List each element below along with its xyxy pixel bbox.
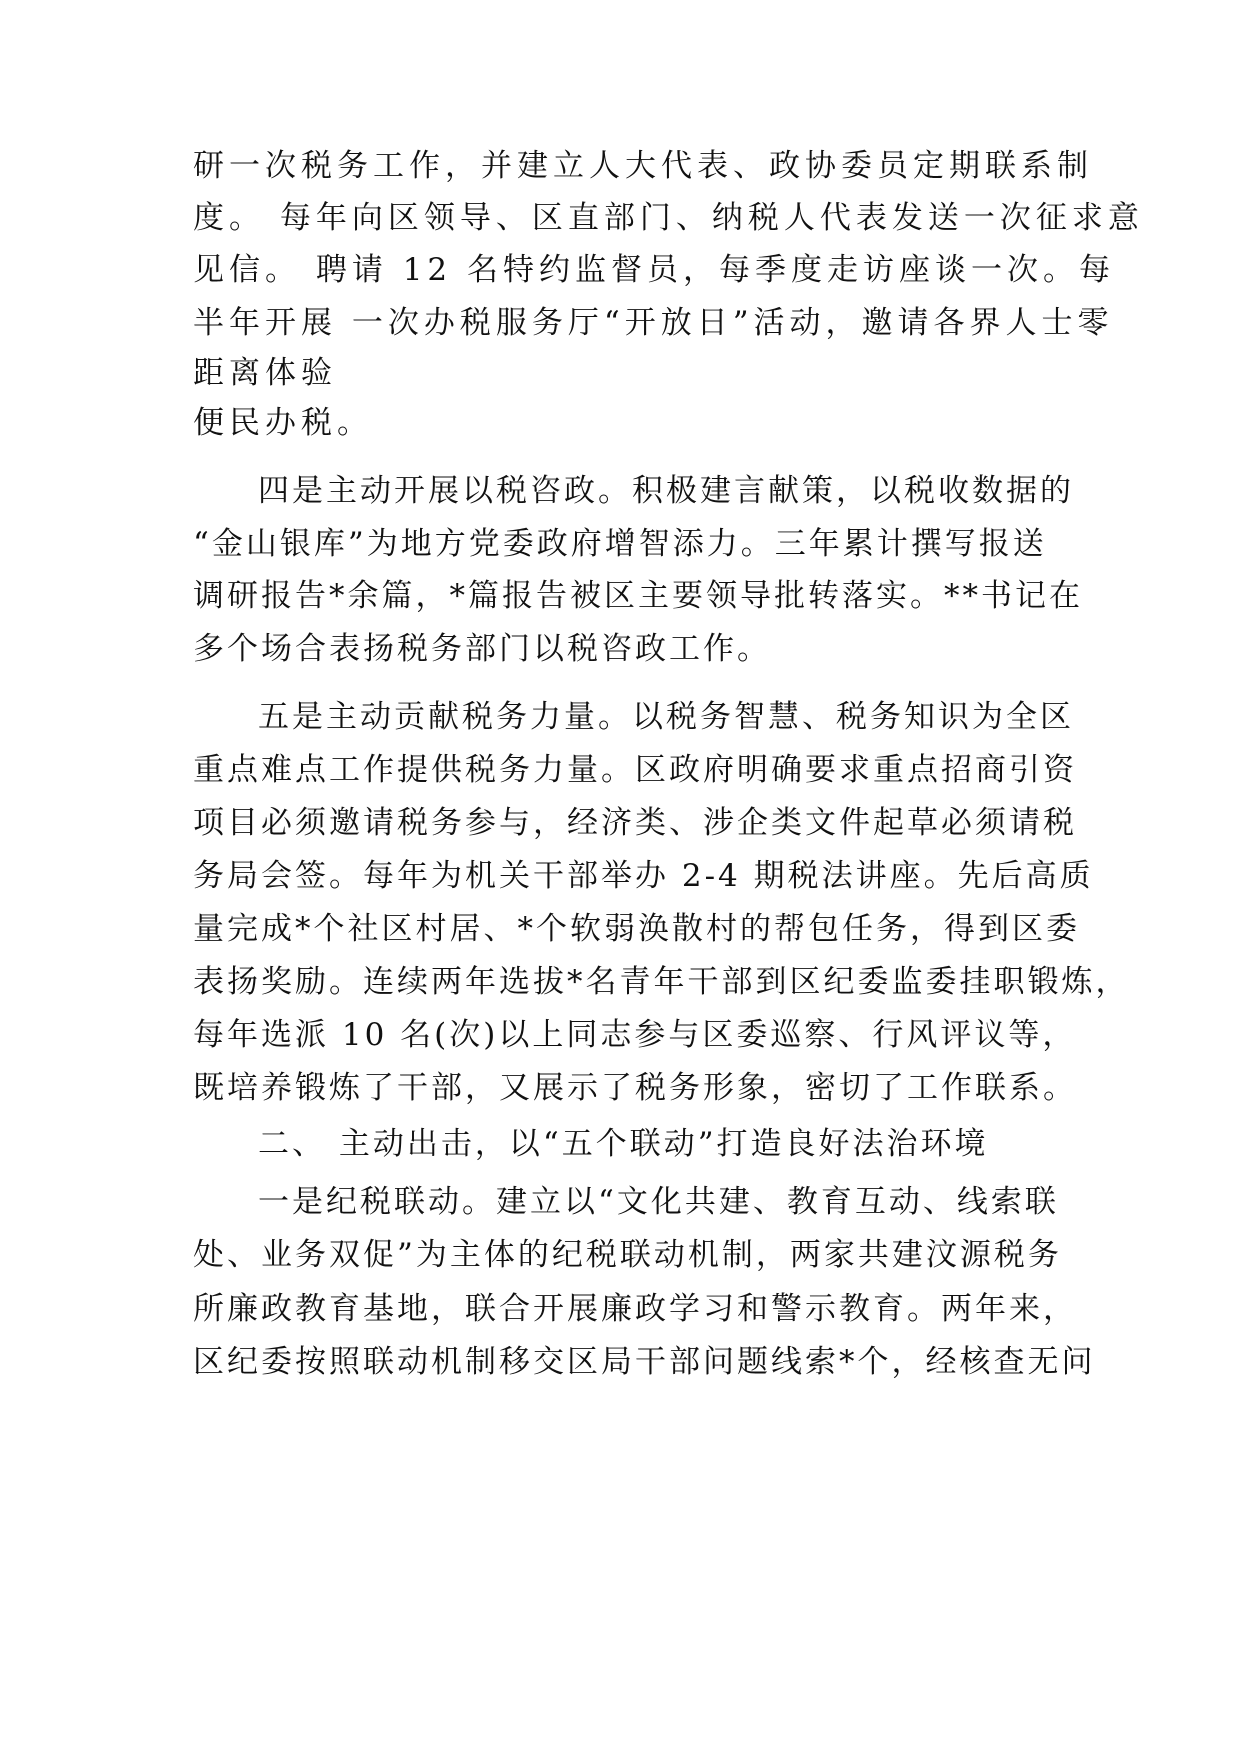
text-line: 每年选派 10 名(次)以上同志参与区委巡察、行风评议等，	[193, 1017, 1077, 1053]
text-line: 表扬奖励。连续两年选拔*名青年干部到区纪委监委挂职锻炼，	[193, 964, 1130, 1000]
text-line: 务局会签。每年为机关干部举办 2-4 期税法讲座。先后高质	[193, 858, 1094, 894]
text-line: 距离体验	[193, 355, 337, 391]
section-heading: 二、 主动出击，以“五个联动”打造良好法治环境	[258, 1126, 989, 1162]
text-line: 度。 每年向区领导、区直部门、纳税人代表发送一次征求意	[193, 200, 1144, 236]
text-line: 所廉政教育基地，联合开展廉政学习和警示教育。两年来，	[193, 1291, 1077, 1327]
text-line: 研一次税务工作，并建立人大代表、政协委员定期联系制	[193, 148, 1093, 184]
text-line: 便民办税。	[193, 405, 373, 441]
text-line: 半年开展 一次办税服务厅“开放日”活动，邀请各界人士零	[193, 305, 1114, 341]
text-line: 重点难点工作提供税务力量。区政府明确要求重点招商引资	[193, 752, 1077, 788]
text-line: 区纪委按照联动机制移交区局干部问题线索*个，经核查无问	[193, 1344, 1096, 1380]
text-line: 处、业务双促”为主体的纪税联动机制，两家共建汶源税务	[193, 1237, 1062, 1273]
paragraph-first-line: 四是主动开展以税咨政。积极建言献策，以税收数据的	[258, 473, 1074, 509]
text-line: “金山银库”为地方党委政府增智添力。三年累计撰写报送	[193, 526, 1047, 562]
text-line: 调研报告*余篇，*篇报告被区主要领导批转落实。**书记在	[193, 578, 1083, 614]
text-line: 项目必须邀请税务参与，经济类、涉企类文件起草必须请税	[193, 805, 1077, 841]
paragraph-first-line: 五是主动贡献税务力量。以税务智慧、税务知识为全区	[258, 699, 1074, 735]
text-line: 量完成*个社区村居、*个软弱涣散村的帮包任务，得到区委	[193, 911, 1080, 947]
text-line: 见信。 聘请 12 名特约监督员，每季度走访座谈一次。每	[193, 252, 1116, 288]
paragraph-first-line: 一是纪税联动。建立以“文化共建、教育互动、线索联	[258, 1184, 1059, 1220]
text-line: 既培养锻炼了干部，又展示了税务形象，密切了工作联系。	[193, 1070, 1077, 1106]
text-line: 多个场合表扬税务部门以税咨政工作。	[193, 631, 771, 667]
